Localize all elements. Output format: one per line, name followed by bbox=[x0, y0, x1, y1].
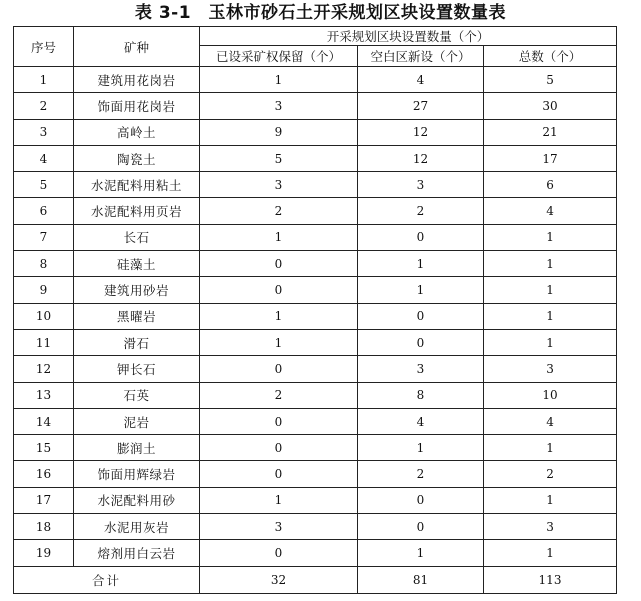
row-new: 1 bbox=[358, 277, 484, 303]
table-row bbox=[14, 198, 617, 224]
table-row bbox=[14, 93, 617, 119]
table-row bbox=[14, 145, 617, 171]
row-total: 1 bbox=[484, 303, 617, 329]
table-row bbox=[14, 382, 617, 408]
row-mineral: 黑曜岩 bbox=[74, 303, 200, 329]
row-retained: 0 bbox=[200, 408, 358, 434]
row-total: 6 bbox=[484, 172, 617, 198]
row-mineral: 建筑用花岗岩 bbox=[74, 67, 200, 93]
header-row-1 bbox=[14, 27, 617, 46]
row-seq: 12 bbox=[14, 356, 74, 382]
table-row bbox=[14, 356, 617, 382]
row-seq: 17 bbox=[14, 487, 74, 513]
row-seq: 6 bbox=[14, 198, 74, 224]
row-retained: 3 bbox=[200, 514, 358, 540]
row-retained: 5 bbox=[200, 145, 358, 171]
row-mineral: 泥岩 bbox=[74, 408, 200, 434]
row-new: 1 bbox=[358, 540, 484, 566]
table-row bbox=[14, 487, 617, 513]
row-new: 2 bbox=[358, 461, 484, 487]
row-mineral: 膨润土 bbox=[74, 435, 200, 461]
table-row bbox=[14, 277, 617, 303]
row-mineral: 饰面用花岗岩 bbox=[74, 93, 200, 119]
table-row bbox=[14, 514, 617, 540]
row-seq: 8 bbox=[14, 251, 74, 277]
row-seq: 11 bbox=[14, 329, 74, 355]
row-total: 1 bbox=[484, 435, 617, 461]
table-body bbox=[14, 67, 617, 567]
row-mineral: 建筑用砂岩 bbox=[74, 277, 200, 303]
row-new: 0 bbox=[358, 224, 484, 250]
total-row bbox=[14, 566, 617, 593]
row-retained: 1 bbox=[200, 487, 358, 513]
row-retained: 0 bbox=[200, 251, 358, 277]
row-seq: 5 bbox=[14, 172, 74, 198]
row-seq: 18 bbox=[14, 514, 74, 540]
row-seq: 19 bbox=[14, 540, 74, 566]
row-new: 4 bbox=[358, 67, 484, 93]
row-seq: 2 bbox=[14, 93, 74, 119]
row-retained: 0 bbox=[200, 356, 358, 382]
row-mineral: 熔剂用白云岩 bbox=[74, 540, 200, 566]
row-mineral: 陶瓷土 bbox=[74, 145, 200, 171]
table-row bbox=[14, 435, 617, 461]
row-mineral: 长石 bbox=[74, 224, 200, 250]
row-seq: 9 bbox=[14, 277, 74, 303]
row-retained: 0 bbox=[200, 540, 358, 566]
row-new: 2 bbox=[358, 198, 484, 224]
table-row bbox=[14, 329, 617, 355]
header-seq: 序号 bbox=[14, 27, 74, 67]
row-total: 2 bbox=[484, 461, 617, 487]
total-retained: 32 bbox=[200, 566, 358, 593]
row-total: 3 bbox=[484, 356, 617, 382]
row-mineral: 水泥配料用砂 bbox=[74, 487, 200, 513]
header-new: 空白区新设（个） bbox=[358, 46, 484, 67]
row-retained: 1 bbox=[200, 67, 358, 93]
header-total: 总数（个） bbox=[484, 46, 617, 67]
row-retained: 1 bbox=[200, 303, 358, 329]
row-seq: 10 bbox=[14, 303, 74, 329]
row-total: 21 bbox=[484, 119, 617, 145]
table-row bbox=[14, 461, 617, 487]
row-retained: 1 bbox=[200, 329, 358, 355]
row-new: 3 bbox=[358, 172, 484, 198]
total-total: 113 bbox=[484, 566, 617, 593]
row-total: 1 bbox=[484, 277, 617, 303]
row-total: 4 bbox=[484, 408, 617, 434]
row-total: 5 bbox=[484, 67, 617, 93]
row-total: 10 bbox=[484, 382, 617, 408]
mining-block-table bbox=[13, 26, 617, 594]
row-total: 4 bbox=[484, 198, 617, 224]
row-total: 1 bbox=[484, 487, 617, 513]
row-seq: 16 bbox=[14, 461, 74, 487]
row-mineral: 硅藻土 bbox=[74, 251, 200, 277]
table-row bbox=[14, 303, 617, 329]
table-row bbox=[14, 67, 617, 93]
table-row bbox=[14, 224, 617, 250]
row-seq: 13 bbox=[14, 382, 74, 408]
row-retained: 9 bbox=[200, 119, 358, 145]
row-retained: 1 bbox=[200, 224, 358, 250]
table-row bbox=[14, 251, 617, 277]
table-title: 表 3-1 玉林市砂石土开采规划区块设置数量表 bbox=[134, 3, 507, 23]
row-mineral: 滑石 bbox=[74, 329, 200, 355]
table-row bbox=[14, 408, 617, 434]
row-seq: 7 bbox=[14, 224, 74, 250]
row-mineral: 水泥用灰岩 bbox=[74, 514, 200, 540]
row-mineral: 钾长石 bbox=[74, 356, 200, 382]
row-seq: 15 bbox=[14, 435, 74, 461]
row-total: 3 bbox=[484, 514, 617, 540]
table-row bbox=[14, 119, 617, 145]
row-new: 1 bbox=[358, 251, 484, 277]
row-total: 1 bbox=[484, 540, 617, 566]
row-new: 27 bbox=[358, 93, 484, 119]
row-new: 0 bbox=[358, 487, 484, 513]
header-group: 开采规划区块设置数量（个） bbox=[200, 27, 617, 46]
table-row bbox=[14, 172, 617, 198]
row-retained: 0 bbox=[200, 277, 358, 303]
row-seq: 14 bbox=[14, 408, 74, 434]
row-new: 0 bbox=[358, 329, 484, 355]
row-new: 12 bbox=[358, 119, 484, 145]
row-total: 1 bbox=[484, 251, 617, 277]
header-retained: 已设采矿权保留（个） bbox=[200, 46, 358, 67]
row-new: 1 bbox=[358, 435, 484, 461]
row-retained: 3 bbox=[200, 93, 358, 119]
row-total: 1 bbox=[484, 224, 617, 250]
row-mineral: 石英 bbox=[74, 382, 200, 408]
row-new: 3 bbox=[358, 356, 484, 382]
row-retained: 0 bbox=[200, 461, 358, 487]
row-new: 12 bbox=[358, 145, 484, 171]
row-new: 4 bbox=[358, 408, 484, 434]
row-new: 8 bbox=[358, 382, 484, 408]
row-retained: 0 bbox=[200, 435, 358, 461]
row-mineral: 水泥配料用页岩 bbox=[74, 198, 200, 224]
row-mineral: 高岭土 bbox=[74, 119, 200, 145]
row-seq: 4 bbox=[14, 145, 74, 171]
row-mineral: 饰面用辉绿岩 bbox=[74, 461, 200, 487]
row-new: 0 bbox=[358, 303, 484, 329]
row-total: 17 bbox=[484, 145, 617, 171]
row-new: 0 bbox=[358, 514, 484, 540]
total-label: 合计 bbox=[14, 566, 200, 593]
row-retained: 2 bbox=[200, 198, 358, 224]
table-row bbox=[14, 540, 617, 566]
row-seq: 3 bbox=[14, 119, 74, 145]
total-new: 81 bbox=[358, 566, 484, 593]
row-total: 1 bbox=[484, 329, 617, 355]
row-mineral: 水泥配料用粘土 bbox=[74, 172, 200, 198]
row-retained: 3 bbox=[200, 172, 358, 198]
row-retained: 2 bbox=[200, 382, 358, 408]
row-seq: 1 bbox=[14, 67, 74, 93]
row-total: 30 bbox=[484, 93, 617, 119]
header-mineral: 矿种 bbox=[74, 27, 200, 67]
